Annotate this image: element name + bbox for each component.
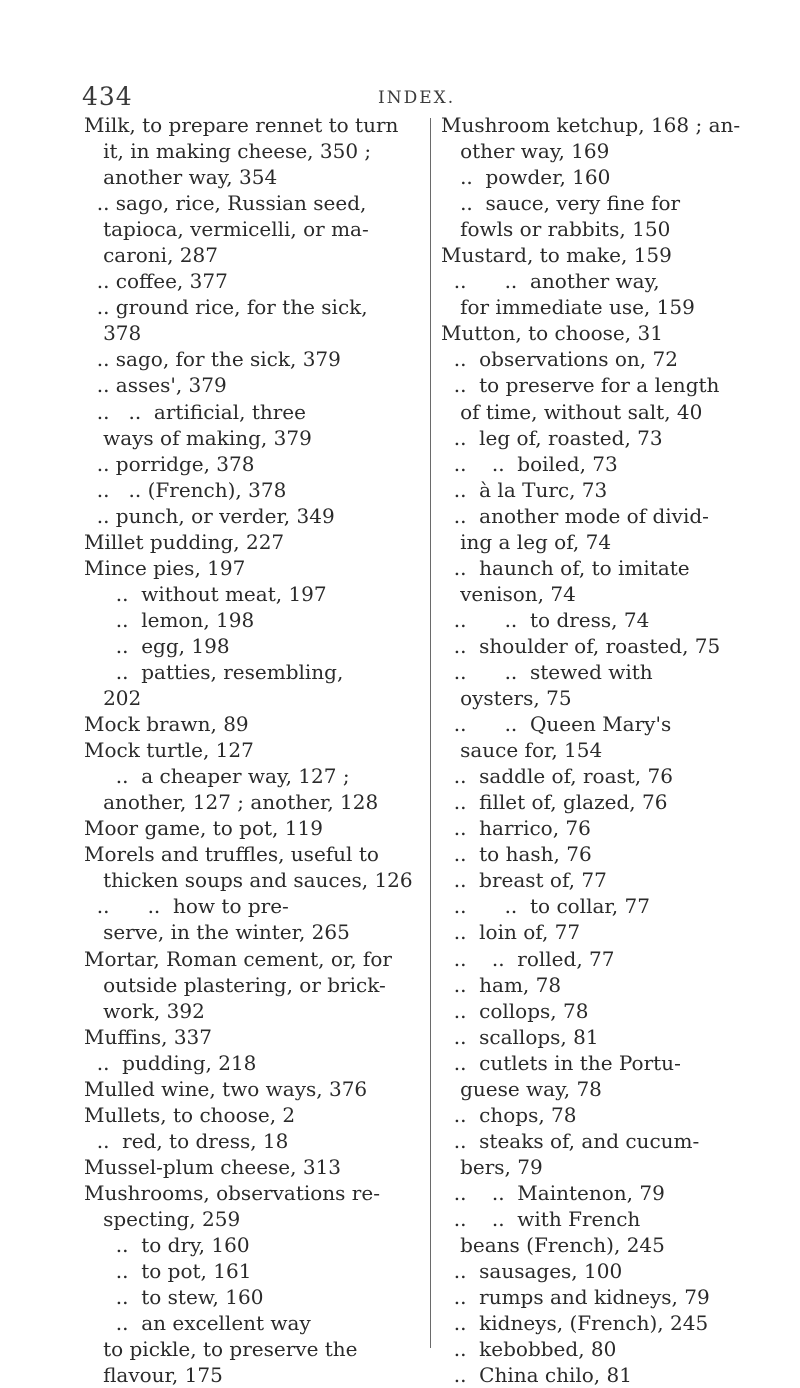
index-line: .. cutlets in the Portu- xyxy=(441,1050,681,1075)
index-line: .. .. to collar, 77 xyxy=(441,894,650,919)
index-line: .. rumps and kidneys, 79 xyxy=(441,1285,710,1310)
index-line: .. red, to dress, 18 xyxy=(84,1128,289,1153)
index-line: .. scallops, 81 xyxy=(441,1024,599,1049)
index-line: Moor game, to pot, 119 xyxy=(84,816,323,841)
index-line: Mullets, to choose, 2 xyxy=(84,1102,296,1127)
index-line: .. a cheaper way, 127 ; xyxy=(84,764,350,789)
index-line: bers, 79 xyxy=(441,1154,543,1179)
index-line: flavour, 175 xyxy=(84,1363,223,1388)
index-line: .. to preserve for a length xyxy=(441,373,720,398)
index-line: Millet pudding, 227 xyxy=(84,529,285,554)
index-line: Mock turtle, 127 xyxy=(84,738,254,763)
index-line: .. .. (French), 378 xyxy=(84,477,287,502)
index-line: Morels and truffles, useful to xyxy=(84,842,379,867)
index-line: work, 392 xyxy=(84,998,205,1023)
index-line: .. steaks of, and cucum- xyxy=(441,1128,700,1153)
index-line: tapioca, vermicelli, or ma- xyxy=(84,217,369,242)
index-line: .. punch, or verder, 349 xyxy=(84,503,335,528)
index-line: ing a leg of, 74 xyxy=(441,529,612,554)
index-line: .. .. with French xyxy=(441,1206,641,1231)
index-line: oysters, 75 xyxy=(441,686,572,711)
index-line: Mortar, Roman cement, or, for xyxy=(84,946,392,971)
index-line: .. sausages, 100 xyxy=(441,1259,623,1284)
index-line: .. .. stewed with xyxy=(441,659,653,684)
index-line: it, in making cheese, 350 ; xyxy=(84,139,372,164)
index-line: .. ground rice, for the sick, xyxy=(84,295,368,320)
index-line: .. saddle of, roast, 76 xyxy=(441,764,673,789)
index-line: .. shoulder of, roasted, 75 xyxy=(441,633,721,658)
index-column-right xyxy=(441,112,785,1388)
index-line: .. leg of, roasted, 73 xyxy=(441,425,663,450)
index-line: .. .. artificial, three xyxy=(84,399,306,424)
index-line: Mustard, to make, 159 xyxy=(441,243,672,268)
index-line: Mulled wine, two ways, 376 xyxy=(84,1076,368,1101)
index-line: .. kidneys, (French), 245 xyxy=(441,1311,709,1336)
index-line: .. haunch of, to imitate xyxy=(441,555,690,580)
index-line: sauce for, 154 xyxy=(441,738,603,763)
index-line: Mock brawn, 89 xyxy=(84,712,249,737)
index-line: .. .. how to pre- xyxy=(84,894,289,919)
index-line: .. harrico, 76 xyxy=(441,816,591,841)
index-line: thicken soups and sauces, 126 xyxy=(84,868,413,893)
index-line: for immediate use, 159 xyxy=(441,295,695,320)
page-number: 434 xyxy=(82,82,133,111)
index-line: .. .. Queen Mary's xyxy=(441,712,672,737)
index-line: .. to stew, 160 xyxy=(84,1285,264,1310)
index-line: .. sago, rice, Russian seed, xyxy=(84,191,367,216)
index-line: 378 xyxy=(84,321,142,346)
index-line: .. pudding, 218 xyxy=(84,1050,257,1075)
index-line: .. without meat, 197 xyxy=(84,581,327,606)
index-line: .. ham, 78 xyxy=(441,972,562,997)
index-line: 202 xyxy=(84,686,142,711)
index-line: .. lemon, 198 xyxy=(84,607,255,632)
index-line: to pickle, to preserve the xyxy=(84,1337,358,1362)
index-line: .. chops, 78 xyxy=(441,1102,577,1127)
index-line: .. to hash, 76 xyxy=(441,842,592,867)
index-line: .. sauce, very fine for xyxy=(441,191,681,216)
index-line: .. asses', 379 xyxy=(84,373,227,398)
index-line: .. kebobbed, 80 xyxy=(441,1337,617,1362)
index-line: outside plastering, or brick- xyxy=(84,972,386,997)
index-line: .. .. another way, xyxy=(441,269,660,294)
column-divider xyxy=(430,118,431,1348)
index-line: caroni, 287 xyxy=(84,243,218,268)
index-line: .. another mode of divid- xyxy=(441,503,709,528)
index-line: venison, 74 xyxy=(441,581,576,606)
index-line: specting, 259 xyxy=(84,1206,241,1231)
index-line: Mince pies, 197 xyxy=(84,555,246,580)
index-line: other way, 169 xyxy=(441,139,610,164)
index-line: .. fillet of, glazed, 76 xyxy=(441,790,668,815)
index-line: .. to dry, 160 xyxy=(84,1233,250,1258)
index-line: guese way, 78 xyxy=(441,1076,602,1101)
index-line: .. patties, resembling, xyxy=(84,659,344,684)
index-line: Muffins, 337 xyxy=(84,1024,212,1049)
index-line: .. .. boiled, 73 xyxy=(441,451,618,476)
index-line: another, 127 ; another, 128 xyxy=(84,790,379,815)
index-line: .. egg, 198 xyxy=(84,633,230,658)
index-line: another way, 354 xyxy=(84,165,278,190)
index-line: .. an excellent way xyxy=(84,1311,311,1336)
index-line: Mussel-plum cheese, 313 xyxy=(84,1154,342,1179)
index-line: Mushroom ketchup, 168 ; an- xyxy=(441,113,741,137)
index-line: .. observations on, 72 xyxy=(441,347,678,372)
index-line: .. à la Turc, 73 xyxy=(441,477,608,502)
index-line: .. sago, for the sick, 379 xyxy=(84,347,341,372)
index-line: Mutton, to choose, 31 xyxy=(441,321,663,346)
index-line: .. breast of, 77 xyxy=(441,868,607,893)
index-column-left xyxy=(84,112,426,1388)
index-line: ways of making, 379 xyxy=(84,425,312,450)
index-line: .. .. rolled, 77 xyxy=(441,946,615,971)
index-line: Mushrooms, observations re- xyxy=(84,1180,380,1205)
index-line: .. powder, 160 xyxy=(441,165,611,190)
index-line: fowls or rabbits, 150 xyxy=(441,217,671,242)
index-line: .. porridge, 378 xyxy=(84,451,255,476)
index-line: .. China chilo, 81 xyxy=(441,1363,632,1388)
index-line: of time, without salt, 40 xyxy=(441,399,703,424)
index-line: .. loin of, 77 xyxy=(441,920,581,945)
index-line: .. to pot, 161 xyxy=(84,1259,252,1284)
index-line: serve, in the winter, 265 xyxy=(84,920,350,945)
index-line: .. .. Maintenon, 79 xyxy=(441,1180,665,1205)
index-line: .. .. to dress, 74 xyxy=(441,607,650,632)
index-line: Milk, to prepare rennet to turn xyxy=(84,113,399,137)
index-line: .. coffee, 377 xyxy=(84,269,228,294)
running-head: INDEX. xyxy=(378,88,456,108)
index-line: beans (French), 245 xyxy=(441,1233,665,1258)
index-line: .. collops, 78 xyxy=(441,998,589,1023)
